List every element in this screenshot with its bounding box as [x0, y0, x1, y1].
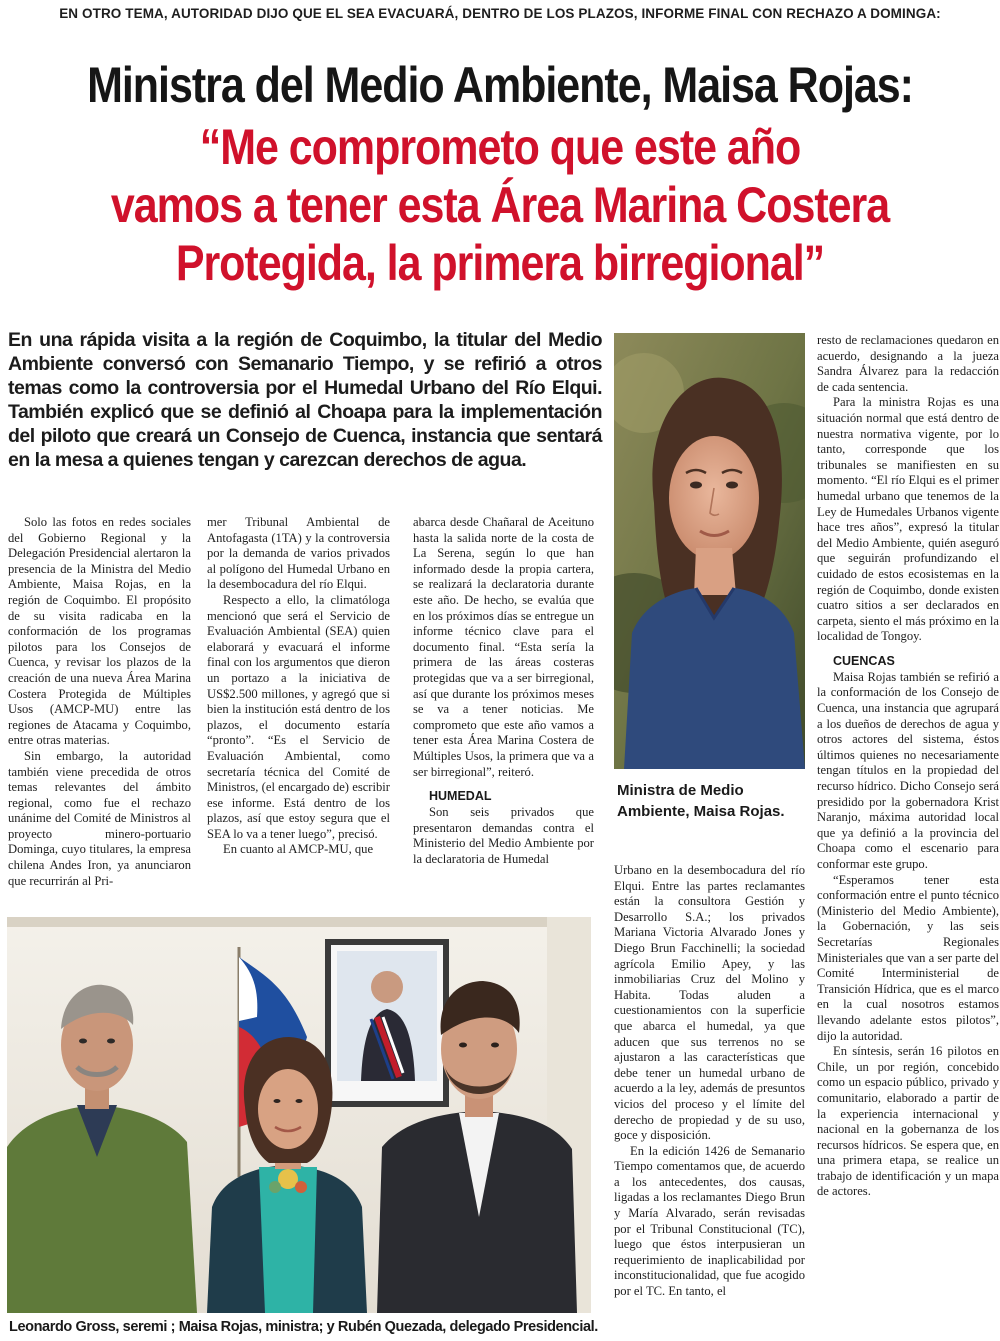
article-column-4	[614, 863, 805, 1300]
paragraph: resto de reclamaciones quedaron en acuerdo, designando a la jueza Sandra Álvarez para la redacción de cada sentencia.	[817, 333, 999, 394]
paragraph: Sin embargo, la autoridad también viene precedida de otros temas relevantes del ámbito regional, como fue el rechazo unánime del Comité de Ministros al proyecto minero-portuario Dominga, cuyo titulares, la empresa chilena Andes Iron, ya anunciaron que recurrirán al Pri-	[8, 748, 191, 888]
section-heading-humedal: HUMEDAL	[429, 789, 492, 804]
article-column-1	[8, 515, 191, 889]
paragraph: Son seis privados que presentaron demandas contra el Ministerio del Medio Ambiente por la declaratoria de Humedal	[413, 805, 594, 866]
headline: Ministra del Medio Ambiente, Maisa Rojas:	[87, 57, 913, 113]
paragraph: “Esperamos tener esta conformación entre el punto técnico (Ministerio del Medio Ambiente), la Gobernación, y las seis Secretarías Regionales Ministeriales que van a ser parte del Comité Interministerial de Transición Hídrica, que es el marco en la cual nosotros estamos llevando adelante estos pilotos”, dijo la autoridad.	[817, 872, 999, 1043]
paragraph: Maisa Rojas también se refirió a la conformación de los Consejo de Cuenca, una instancia que agrupará a los dueños de derechos de agua y otros actores del sistema, éstos últimos quienes no necesariamente tengan títulos en la propiedad del recurso hídrico. Dicho Consejo será presidido por la gobernadora Krist Naranjo, máxima autoridad local que ya definió a la provincia del Choapa como el escenario para conformar este grupo.	[817, 669, 999, 871]
article-column-2	[207, 515, 390, 858]
article-column-3	[413, 515, 594, 867]
quote-line-2: vamos a tener esta Área Marina Costera	[110, 177, 890, 233]
quote-line-1: “Me comprometo que este año	[199, 119, 801, 175]
portrait-caption: Ministra de Medio Ambiente, Maisa Rojas.	[617, 782, 785, 820]
paragraph: Respecto a ello, la climatóloga mencionó que será el Servicio de Evaluación Ambiental (SEA) quien elaborará y evacuará el informe final con los argumentos que dieron un portazo a la iniciativa de US$2.500 millones, y agregó que si bien la institución está dentro de los plazos, el documento estaría “pronto”. “Es el Servicio de Evaluación Ambiental, como secretaría técnica del Comité de Ministros, (el encargado de) escribir ese informe. Está dentro de los plazos, así que estoy segura que el SEA lo va a tener luego”, precisó.	[207, 592, 390, 841]
quote-line-3: Protegida, la primera birregional”	[175, 235, 825, 291]
group-caption: Leonardo Gross, seremi ; Maisa Rojas, ministra; y Rubén Quezada, delegado Presidencial.	[9, 1319, 598, 1335]
portrait-photo	[614, 333, 805, 769]
kicker: EN OTRO TEMA, AUTORIDAD DIJO QUE EL SEA EVACUARÁ, DENTRO DE LOS PLAZOS, INFORME FINAL CON RECHAZO A DOMINGA:	[59, 6, 941, 21]
group-photo	[7, 917, 591, 1313]
paragraph: abarca desde Chañaral de Aceituno hasta la salida norte de la costa de La Serena, según lo que han informado desde la propia cartera, se realizará la declaratoria durante este año. De hecho, se evalúa que en los próximos días se entregue un informe técnico clave para el documento final. “Esta sería la primera de las áreas costeras protegidas que va a ser birregional, así que durante los próximos meses se va a tener noticias. Me comprometo que este año vamos a tener esta Área Marina Costera de Múltiples Usos, la primera que va a ser birregional”, reiteró.	[413, 515, 594, 779]
group-illustration	[7, 917, 591, 1313]
portrait-illustration	[614, 333, 805, 769]
paragraph: En cuanto al AMCP-MU, que	[223, 842, 374, 857]
lead-paragraph: En una rápida visita a la región de Coquimbo, la titular del Medio Ambiente conversó con Semanario Tiempo, y se refirió a otros temas como la controversia por el Humedal Urbano del Río Elqui. También explicó que se definió al Choapa para la implementación del piloto que creará un Consejo de Cuenca, instancia que sentará en la mesa a quienes tengan y carezcan derechos de agua.	[8, 329, 602, 471]
paragraph: En la edición 1426 de Semanario Tiempo comentamos que, de acuerdo a los antecedentes, dos causas, ligadas a los reclamantes Diego Brun y María Alvarado, serán revisadas por el Tribunal Constitucional (TC), luego que éstos interpusieran un requerimiento de inaplicabilidad por inconstitucionalidad, que fue acogido por el TC. En tanto, el	[614, 1143, 805, 1299]
paragraph: Para la ministra Rojas es una situación normal que está dentro de nuestra normativa vigente, por lo tanto, corresponde que los tribunales se manifiesten en su momento. “El río Elqui es el primer humedal urbano que tenemos de la Ley de Humedales Urbanos vigente hace tres años”, expresó la titular del Medio Ambiente, quién aseguró que seguirán profundizando el cuidado de estos ecosistemas en la región de Coquimbo, donde existen cuatro sitios a ser declarados en carpeta, siento el más próximo en la localidad de Tongoy.	[817, 395, 999, 644]
paragraph: mer Tribunal Ambiental de Antofagasta (1TA) y la controversia por la demanda de varios privados al polígono del Humedal Urbano en la desembocadura del río Elqui.	[207, 515, 390, 592]
quote-headline	[0, 118, 1000, 292]
paragraph: Urbano en la desembocadura del río Elqui. Entre las partes reclamantes están la consultora Gestión y Desarrollo S.A.; los privados Mariana Victoria Alvarado Jones y Diego Brun Facchinelli; la sociedad agrícola Emilio Apey, y las inmobiliarias Cruz del Molino y Habita. Todas aluden a cuestionamientos con la superficie que abarca el humedal, ya que aducen que sus terrenos no se ajustaron a las características que debe tener un humedal urbano de acuerdo a la ley, además de presuntos vicios del proceso y el límite del derecho de propiedad y de su uso, goce y disposición.	[614, 863, 805, 1143]
paragraph: En síntesis, serán 16 pilotos en Chile, un por región, concebido como un espacio público, privado y comunitario, elaborado a partir de la experiencia internacional y nacional en la gobernanza de los recursos hídricos. Se espera que, en una primera etapa, se realice un trabajo de identificación y un mapa de actores.	[817, 1044, 999, 1199]
section-heading-cuencas: CUENCAS	[833, 653, 895, 668]
article-column-5	[817, 333, 999, 1200]
paragraph: Solo las fotos en redes sociales del Gobierno Regional y la Delegación Presidencial alertaron la presencia de la Ministra del Medio Ambiente, Maisa Rojas, en la región de Coquimbo. El propósito de su visita radicaba en la conformación de los programas pilotos para los Consejos de Cuenca, y revisar los plazos de la creación de una nueva Área Marina Costera Protegida de Múltiples Usos (AMCP-MU) entre las regiones de Atacama y Coquimbo, entre otras materias.	[8, 515, 191, 748]
